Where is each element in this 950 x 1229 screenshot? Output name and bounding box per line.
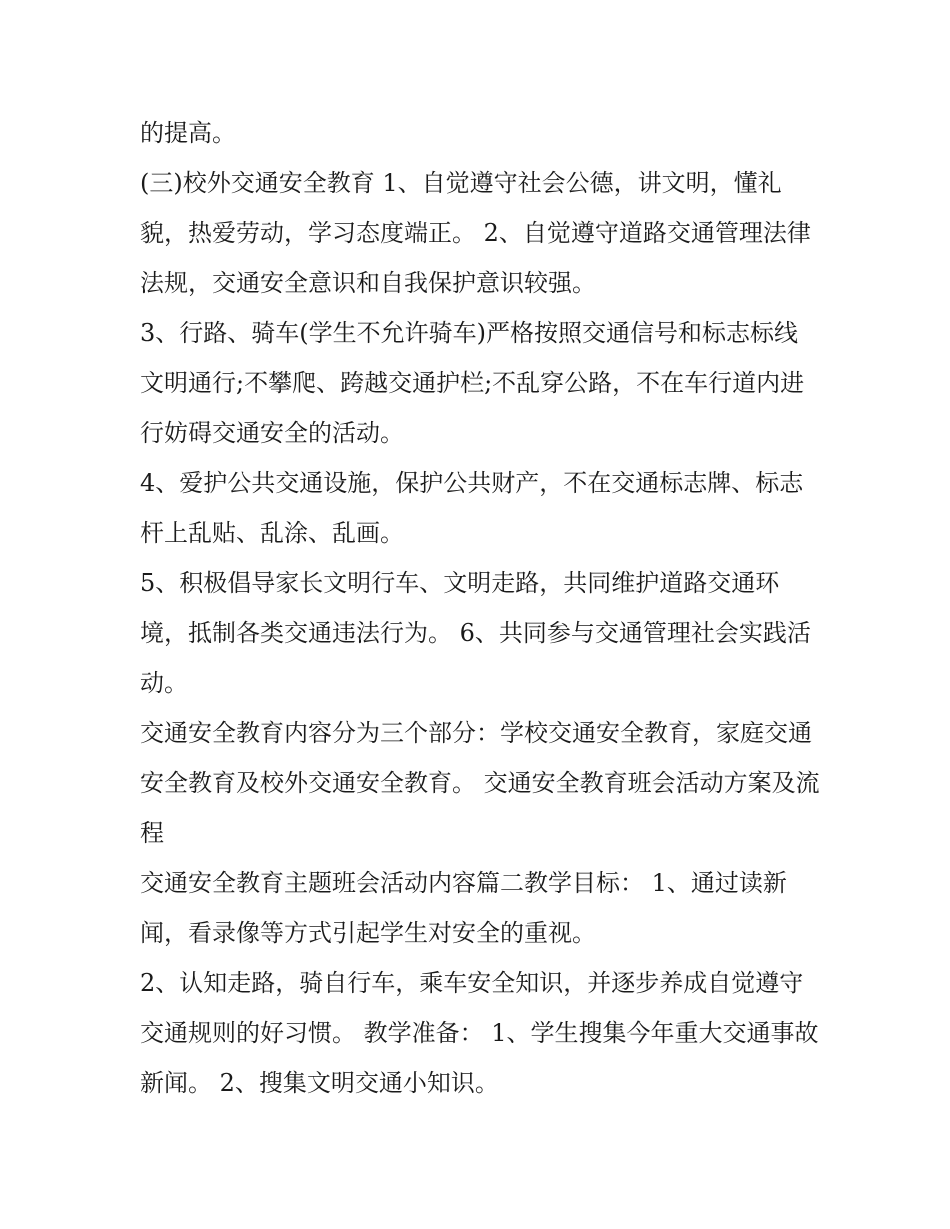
paragraph-6: 交通安全教育内容分为三个部分：学校交通安全教育，家庭交通安全教育及校外交通安全教育。 交通安全教育班会活动方案及流程	[140, 719, 820, 847]
paragraph-5: 5、积极倡导家长文明行车、文明走路，共同维护道路交通环境，抵制各类交通违法行为。 6、共同参与交通管理社会实践活动。	[140, 569, 811, 697]
paragraph-8: 2、认知走路，骑自行车，乘车安全知识，并逐步养成自觉遵守交通规则的好习惯。 教学准备： 1、学生搜集今年重大交通事故新闻。 2、搜集文明交通小知识。	[140, 969, 819, 1097]
paragraph-2: (三)校外交通安全教育 1、自觉遵守社会公德，讲文明，懂礼貌，热爱劳动，学习态度端正。 2、自觉遵守道路交通管理法律法规，交通安全意识和自我保护意识较强。	[140, 169, 811, 297]
paragraph-1: 的提高。	[140, 119, 236, 147]
paragraph-4: 4、爱护公共交通设施，保护公共财产，不在交通标志牌、标志杆上乱贴、乱涂、乱画。	[140, 469, 804, 547]
paragraph-7: 交通安全教育主题班会活动内容篇二教学目标： 1、通过读新闻，看录像等方式引起学生对安全的重视。	[140, 869, 787, 947]
document-body	[140, 108, 820, 1108]
paragraph-3: 3、行路、骑车(学生不允许骑车)严格按照交通信号和标志标线文明通行;不攀爬、跨越交通护栏;不乱穿公路，不在车行道内进行妨碍交通安全的活动。	[140, 319, 805, 447]
